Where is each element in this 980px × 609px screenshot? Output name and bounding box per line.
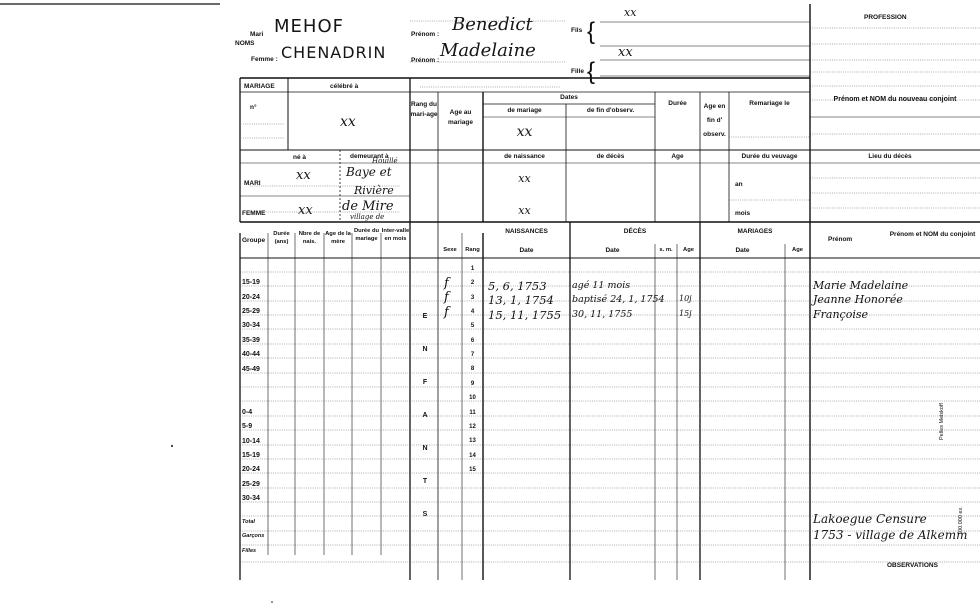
mariages-label: MARIAGES xyxy=(737,228,773,235)
de-mariage-label: de mariage xyxy=(507,107,542,114)
deces-date-label: Date xyxy=(605,247,620,254)
naissances-label: NAISSANCES xyxy=(505,228,548,235)
remariage-label: Remariage le xyxy=(749,100,790,107)
child-deces-age: 15j xyxy=(679,308,692,318)
fils-label: Fils xyxy=(571,27,583,34)
femme-name: CHENADRIN xyxy=(281,43,387,62)
rank-number: 14 xyxy=(469,452,476,459)
rank-number: 11 xyxy=(469,409,476,416)
note-line-1: Lakoegue Censure xyxy=(813,512,927,526)
mariage-date-label: Date xyxy=(735,247,750,254)
femme-row-label: FEMME xyxy=(242,210,266,217)
mari-demeurant-2: Rivière xyxy=(354,184,394,197)
total-label: Garçons xyxy=(242,533,265,539)
nouveau-conjoint-label: Prénom et NOM du nouveau conjoint xyxy=(833,96,957,103)
group-label: 25-29 xyxy=(242,308,260,315)
child-naissance: 13, 1, 1754 xyxy=(488,293,554,308)
rank-number: 15 xyxy=(469,466,476,473)
sexe-label: Sexe xyxy=(443,247,457,253)
group-label: 30-34 xyxy=(242,322,260,329)
date-naissance-mari: xx xyxy=(518,172,531,185)
rank-number: 13 xyxy=(469,438,476,445)
mariage-age-label: Age xyxy=(792,247,803,253)
deces-age-label: Age xyxy=(683,247,694,253)
age-mariage-label: Age au mariage xyxy=(448,109,473,126)
enfants-vertical-label: ENFANTS xyxy=(422,313,428,518)
celebre-label: célébré à xyxy=(330,83,359,90)
an-label: an xyxy=(735,181,743,188)
age-mere-label: Age de la mère xyxy=(325,231,351,245)
de-fin-label: de fin d'observ. xyxy=(586,107,635,114)
child-deces-age: 10j xyxy=(679,294,692,304)
fils-brace: { xyxy=(587,18,596,45)
numero-label: n° xyxy=(250,104,257,111)
mari-ne-value: xx xyxy=(296,168,311,183)
noms-label: NOMS xyxy=(235,40,255,47)
printer-label: Pelles Meiskoff xyxy=(939,403,945,440)
group-label: 45-49 xyxy=(242,366,260,373)
femme-prenom-label: Prénom : xyxy=(411,57,440,64)
mari-label: Mari xyxy=(250,31,264,38)
fils-mark: xx xyxy=(624,6,637,19)
group-label: 5-9 xyxy=(242,423,253,430)
naissance-date-label: Date xyxy=(519,247,534,254)
mari-prenom-label: Prénom : xyxy=(411,31,440,38)
fille-brace: { xyxy=(587,58,596,85)
femme-ne-value: xx xyxy=(298,203,313,218)
sm-label: s. m. xyxy=(659,247,673,253)
fille-label: Fille xyxy=(571,68,585,75)
ne-label: né à xyxy=(293,154,307,161)
duree-ans-label: Durée (ans) xyxy=(273,231,290,245)
rank-number: 10 xyxy=(469,395,476,402)
child-sexe: f xyxy=(444,290,449,306)
dates-label: Dates xyxy=(560,94,578,101)
rank-number: 3 xyxy=(470,294,475,301)
group-label: 20-24 xyxy=(242,294,260,301)
profession-label: PROFESSION xyxy=(864,14,907,21)
celebre-value: xx xyxy=(340,114,356,130)
mois-label: mois xyxy=(735,210,751,217)
group-label: 35-39 xyxy=(242,337,260,344)
child-deces: 30, 11, 1755 xyxy=(572,308,633,320)
conjoint-label: Prénom et NOM du conjoint xyxy=(889,231,976,238)
group-label: 30-34 xyxy=(242,495,260,502)
deces-label: DÉCÈS xyxy=(623,228,647,235)
femme-demeurant: de Mire xyxy=(342,199,394,214)
note-line-2: 1753 - village de Alkemm xyxy=(813,528,968,542)
demeurant-label: demeurant à xyxy=(350,153,389,160)
child-deces: agé 11 mois xyxy=(572,280,631,291)
groupe-label: Groupe xyxy=(242,237,266,244)
femme-demeurant-small: village de xyxy=(350,213,385,221)
child-sexe: f xyxy=(444,304,449,320)
rank-number: 1 xyxy=(470,266,475,272)
rank-number: 2 xyxy=(470,280,475,287)
mari-demeurant-small: Houillé xyxy=(372,157,398,165)
print-run-label: 100.000 ex. xyxy=(958,506,964,535)
group-label: 15-19 xyxy=(242,279,260,286)
date-mariage-value: xx xyxy=(516,124,533,140)
duree-veuvage-label: Durée du veuvage xyxy=(741,153,798,160)
rank-number: 4 xyxy=(470,309,475,316)
age-label: Age xyxy=(671,153,684,160)
lieu-deces-label: Lieu du décès xyxy=(868,153,912,160)
rank-number: 7 xyxy=(470,352,475,359)
group-label: 10-14 xyxy=(242,438,260,445)
rank-number: 5 xyxy=(470,323,475,330)
date-naissance-femme: xx xyxy=(518,204,531,217)
group-label: 20-24 xyxy=(242,466,260,473)
total-label: Total xyxy=(242,519,255,525)
rang-label: Rang xyxy=(465,247,480,253)
rang-mariage-label: Rang du mari-age xyxy=(410,101,438,118)
mari-prenom: Benedict xyxy=(452,14,533,35)
age-fin-label: Age en fin d' observ. xyxy=(703,103,726,138)
mari-demeurant-1: Baye et xyxy=(346,165,392,179)
duree-mariage-label: Durée du mariage xyxy=(353,228,380,242)
rank-number: 12 xyxy=(469,423,476,430)
child-sexe: f xyxy=(444,276,449,291)
fille-mark: xx xyxy=(618,45,633,60)
group-label: 15-19 xyxy=(242,452,260,459)
rank-number: 8 xyxy=(470,366,475,373)
mari-row-label: MARI xyxy=(244,180,261,187)
total-label: Filles xyxy=(242,548,257,554)
observations-label: OBSERVATIONS xyxy=(887,562,938,569)
prenom-label: Prénom xyxy=(828,236,853,243)
rank-number: 6 xyxy=(470,337,475,344)
child-prenom: Jeanne Honorée xyxy=(813,293,903,307)
duree-label: Durée xyxy=(668,100,687,107)
intervalle-label: Inter-valle en mois xyxy=(381,228,410,242)
child-prenom: Françoise xyxy=(813,307,868,321)
mari-name: MEHOF xyxy=(274,16,344,37)
child-naissance: 5, 6, 1753 xyxy=(488,279,547,293)
group-label: 25-29 xyxy=(242,481,260,488)
mariage-label: MARIAGE xyxy=(244,83,275,90)
child-deces: baptisé 24, 1, 1754 xyxy=(572,294,665,306)
group-label: 0-4 xyxy=(242,409,253,416)
group-label: 40-44 xyxy=(242,351,260,358)
child-naissance: 15, 11, 1755 xyxy=(488,307,562,322)
de-naissance-label: de naissance xyxy=(504,153,545,160)
child-prenom: Marie Madelaine xyxy=(813,279,909,292)
nbre-naiss-label: Nbre de nais. xyxy=(298,231,321,245)
rank-number: 9 xyxy=(470,380,475,387)
femme-prenom: Madelaine xyxy=(440,40,536,61)
femme-label: Femme : xyxy=(251,56,278,63)
de-deces-label: de décès xyxy=(596,153,625,160)
